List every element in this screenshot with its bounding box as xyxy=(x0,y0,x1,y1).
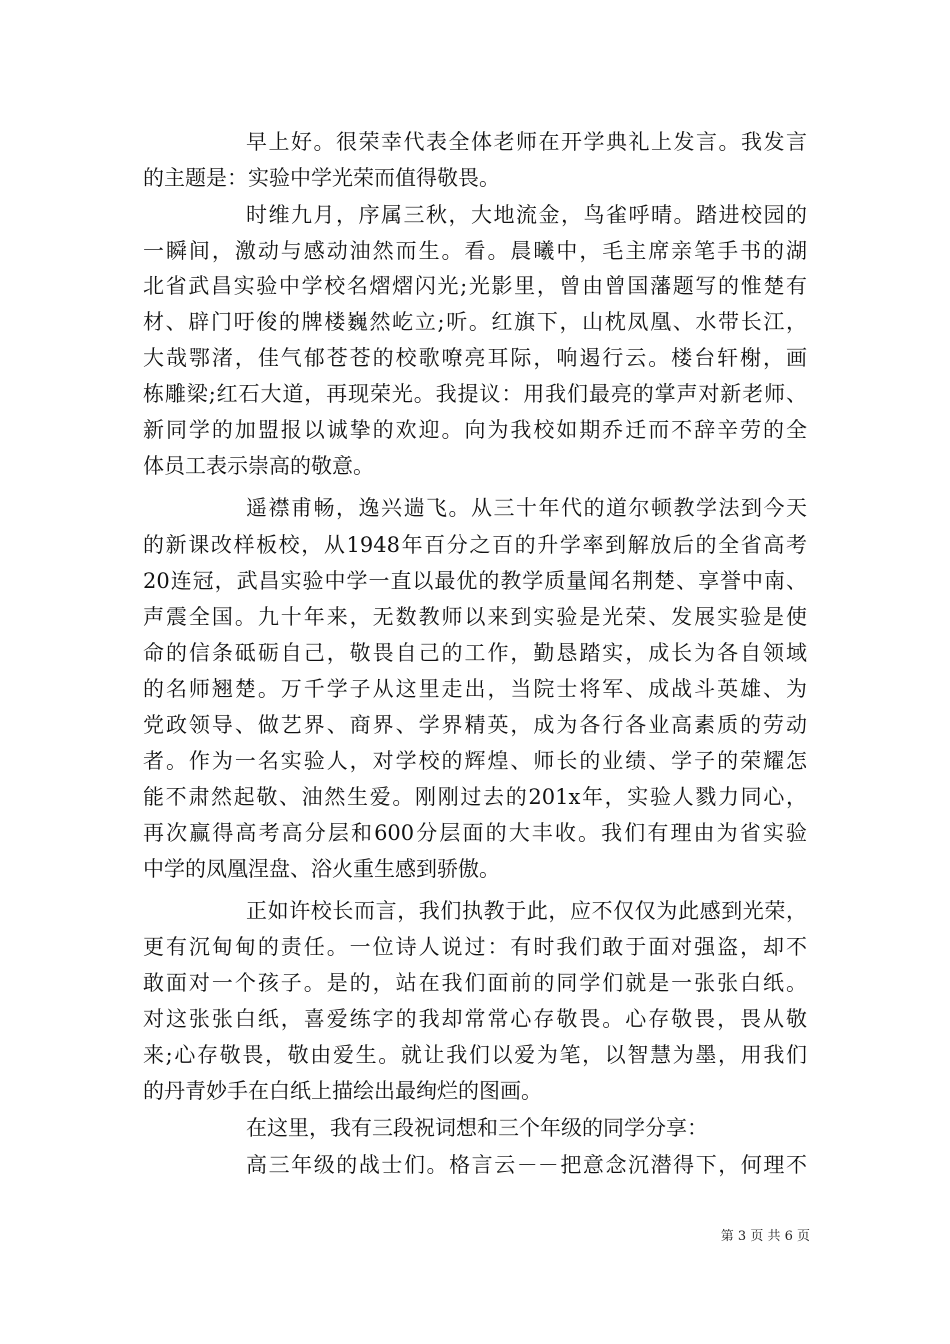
text-line: 20连冠，武昌实验中学一直以最优的教学质量闻名荆楚、享誉中南、 xyxy=(143,569,807,593)
text-line: 的丹青妙手在白纸上描绘出最绚烂的图画。 xyxy=(143,1079,542,1103)
text-line: 敢面对一个孩子。是的，站在我们面前的同学们就是一张张白纸。 xyxy=(143,971,807,995)
text-line: 声震全国。九十年来，无数教师以来到实验是光荣、发展实验是使 xyxy=(143,605,807,629)
text-line: 再次赢得高考高分层和600分层面的大丰收。我们有理由为省实验 xyxy=(143,821,807,845)
text-line: 体员工表示崇高的敬意。 xyxy=(143,454,374,478)
text-line: 在这里，我有三段祝词想和三个年级的同学分享： xyxy=(246,1116,708,1140)
text-line: 的主题是：实验中学光荣而值得敬畏。 xyxy=(143,166,500,190)
text-line: 命的信条砥砺自己，敬畏自己的工作，勤恳踏实，成长为各自领域 xyxy=(143,641,807,665)
text-line: 的名师翘楚。万千学子从这里走出，当院士将军、成战斗英雄、为 xyxy=(143,677,807,701)
text-line: 一瞬间，激动与感动油然而生。看。晨曦中，毛主席亲笔手书的湖 xyxy=(143,239,807,263)
text-line: 早上好。很荣幸代表全体老师在开学典礼上发言。我发言 xyxy=(246,130,807,154)
text-line: 时维九月，序属三秋，大地流金，鸟雀呼晴。踏进校园的 xyxy=(246,203,807,227)
text-line: 中学的凤凰涅盘、浴火重生感到骄傲。 xyxy=(143,857,500,881)
text-line: 的新课改样板校，从1948年百分之百的升学率到解放后的全省高考 xyxy=(143,533,807,557)
text-line: 者。作为一名实验人，对学校的辉煌、师长的业绩、学子的荣耀怎 xyxy=(143,749,807,773)
text-line: 更有沉甸甸的责任。一位诗人说过：有时我们敢于面对强盗，却不 xyxy=(143,935,807,959)
text-line: 栋雕梁;红石大道，再现荣光。我提议：用我们最亮的掌声对新老师、 xyxy=(143,382,807,406)
text-line: 来;心存敬畏，敬由爱生。就让我们以爱为笔，以智慧为墨，用我们 xyxy=(143,1043,807,1067)
text-line: 北省武昌实验中学校名熠熠闪光;光影里，曾由曾国藩题写的惟楚有 xyxy=(143,274,807,298)
page-number-footer: 第 3 页 共 6 页 xyxy=(720,1229,810,1244)
text-line: 遥襟甫畅，逸兴遄飞。从三十年代的道尔顿教学法到今天 xyxy=(246,496,807,520)
text-line: 大哉鄂渚，佳气郁苍苍的校歌嘹亮耳际，响遏行云。楼台轩榭，画 xyxy=(143,346,807,370)
text-line: 党政领导、做艺界、商界、学界精英，成为各行各业高素质的劳动 xyxy=(143,713,807,737)
text-line: 对这张张白纸，喜爱练字的我却常常心存敬畏。心存敬畏，畏从敬 xyxy=(143,1007,807,1031)
text-line: 能不肃然起敬、油然生爱。刚刚过去的201x年，实验人戮力同心， xyxy=(143,785,807,809)
text-line: 正如许校长而言，我们执教于此，应不仅仅为此感到光荣， xyxy=(246,899,807,923)
text-line: 高三年级的战士们。格言云－－把意念沉潜得下，何理不 xyxy=(246,1153,807,1177)
text-line: 新同学的加盟报以诚挚的欢迎。向为我校如期乔迁而不辞辛劳的全 xyxy=(143,418,807,442)
text-line: 材、辟门吁俊的牌楼巍然屹立;听。红旗下，山枕凤凰、水带长江， xyxy=(143,310,807,334)
